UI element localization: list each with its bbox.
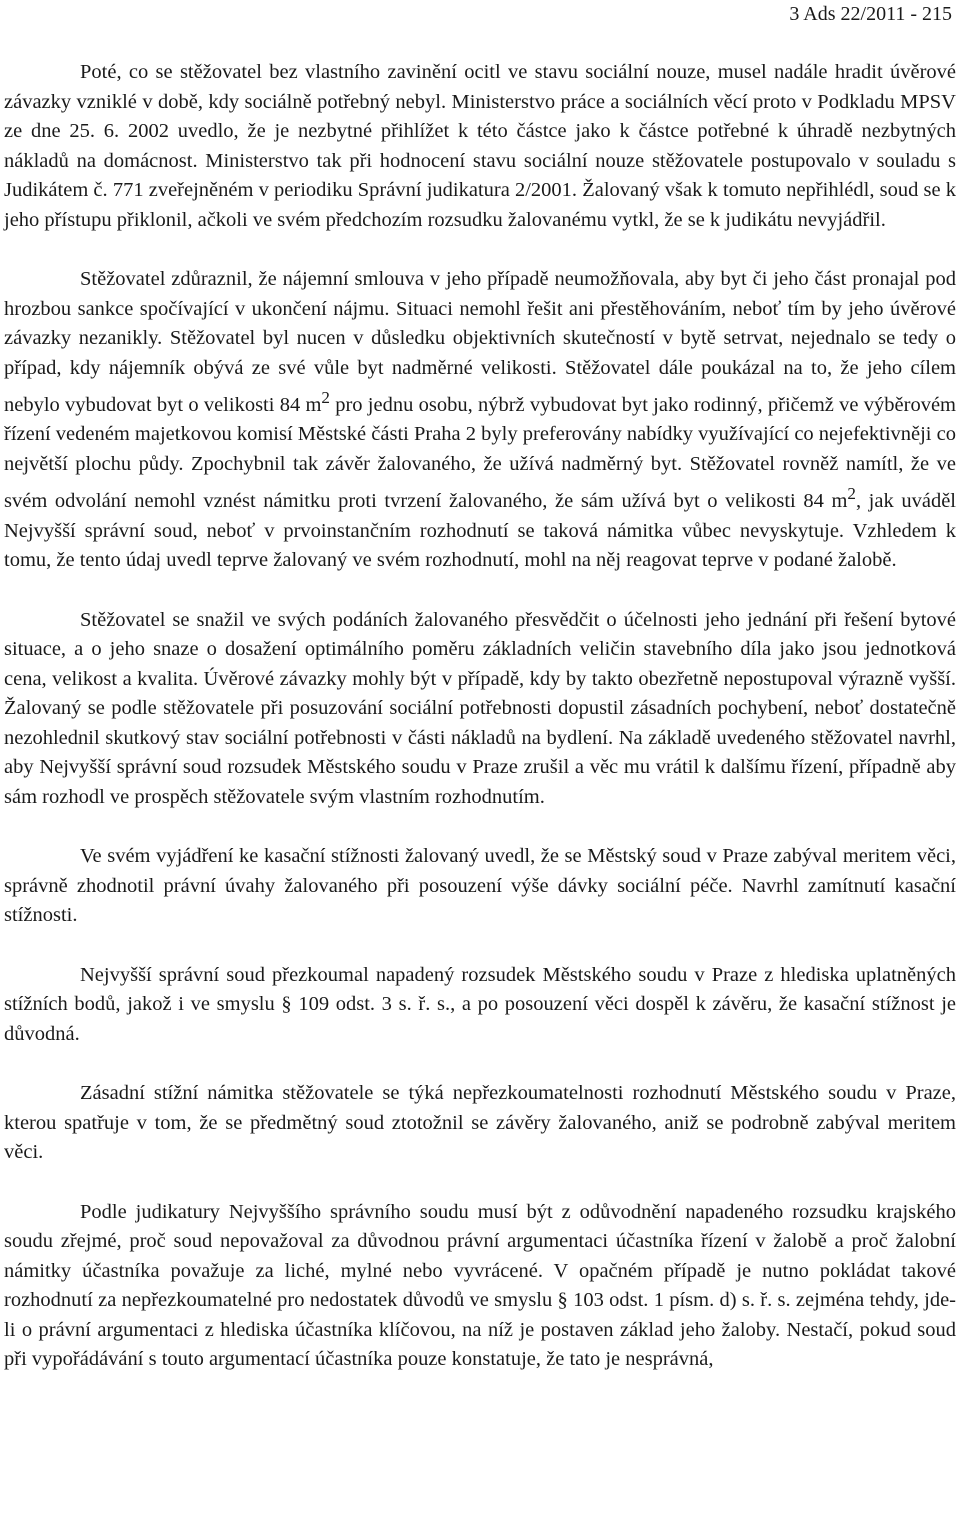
case-reference: 3 Ads 22/2011 - 215 bbox=[789, 3, 952, 25]
paragraph-text: pro jednu osobu, nýbrž vybudovat byt jako rodinný, přičemž ve výběrovém řízení vedeném majetkovou komisí Městské části Praha 2 byly preferovány nabídky využívající co nejefektivněji co největší plochu půdy. Zpochybnil tak závěr žalovaného, že užívá nadměrný byt. Stěžovatel rovněž namítl, že ve svém odvolání nemohl vznést námitku proti tvrzení žalovaného, že sám užívá byt o velikosti 84 m bbox=[4, 393, 956, 513]
paragraph-4 bbox=[4, 842, 956, 931]
paragraph-7 bbox=[4, 1198, 956, 1375]
paragraph-text: Poté, co se stěžovatel bez vlastního zavinění ocitl ve stavu sociální nouze, musel nadále hradit úvěrové závazky vzniklé v době, kdy sociálně potřebný nebyl. Ministerstvo práce a sociálních věcí proto v Podkladu MPSV ze dne 25. 6. 2002 uvedlo, že je nezbytné přihlížet k této částce jako k částce potřebné k úhradě nezbytných nákladů na domácnost. Ministerstvo tak při hodnocení stavu sociální nouze stěžovatele postupovalo v souladu s Judikátem č. 771 zveřejněném v periodiku Správní judikatura 2/2001. Žalovaný však k tomuto nepřihlédl, soud se k jeho přístupu přiklonil, ačkoli ve svém předchozím rozsudku žalovanému vytkl, že se k judikátu nevyjádřil. bbox=[4, 61, 956, 231]
paragraph-6 bbox=[4, 1079, 956, 1168]
superscript-exponent: 2 bbox=[847, 484, 856, 504]
paragraph-text: Podle judikatury Nejvyššího správního soudu musí být z odůvodnění napadeného rozsudku krajského soudu zřejmé, proč soud nepovažoval za důvodnou právní argumentaci účastníka řízení v žalobě a proč žalobní námitky účastníka považuje za liché, mylné nebo vyvrácené. V opačném případě je nutno pokládat takové rozhodnutí za nepřezkoumatelné pro nedostatek důvodů ve smyslu § 103 odst. 1 písm. d) s. ř. s. zejména tehdy, jde-li o právní argumentaci z hlediska účastníka klíčovou, na níž je postaven základ jeho žaloby. Nestačí, pokud soud při vypořádávání s touto argumentací účastníka pouze konstatuje, že tato je nesprávná, bbox=[4, 1200, 956, 1371]
paragraph-text: Nejvyšší správní soud přezkoumal napadený rozsudek Městského soudu v Praze z hlediska uplatněných stížních bodů, jakož i ve smyslu § 109 odst. 3 s. ř. s., a po posouzení věci dospěl k závěru, že kasační stížnost je důvodná. bbox=[4, 963, 956, 1045]
paragraph-5 bbox=[4, 961, 956, 1050]
paragraph-text: Zásadní stížní námitka stěžovatele se týká nepřezkoumatelnosti rozhodnutí Městského soudu v Praze, kterou spatřuje v tom, že se předmětný soud ztotožnil se závěry žalovaného, aniž se podrobně zabýval meritem věci. bbox=[4, 1082, 956, 1164]
paragraph-3 bbox=[4, 606, 956, 813]
paragraph-text: Ve svém vyjádření ke kasační stížnosti žalovaný uvedl, že se Městský soud v Praze zabýval meritem věci, správně zhodnotil právní úvahy žalovaného při posouzení výše dávky sociální péče. Navrhl zamítnutí kasační stížnosti. bbox=[4, 845, 956, 927]
document-body bbox=[4, 58, 956, 1375]
paragraph-1 bbox=[4, 58, 956, 235]
paragraph-text: Stěžovatel zdůraznil, že nájemní smlouva v jeho případě neumožňovala, aby byt či jeho část pronajal pod hrozbou sankce spočívající v ukončení nájmu. Situaci nemohl řešit ani přestěhováním, neboť tím by jeho úvěrové závazky nezanikly. Stěžovatel byl nucen v důsledku objektivních skutečností v bytě setrvat, nejednalo se tedy o případ, kdy nájemník obývá ze své vůle byt nadměrné velikosti. Stěžovatel dále poukázal na to, že jeho cílem nebylo vybudovat byt o velikosti 84 m bbox=[4, 268, 956, 416]
paragraph-text: , jak uváděl Nejvyšší správní soud, neboť v prvoinstančním rozhodnutí se taková námitka vůbec nevyskytuje. Vzhledem k tomu, že tento údaj uvedl teprve žalovaný ve svém rozhodnutí, mohl na něj reagovat teprve v podané žalobě. bbox=[4, 490, 956, 572]
paragraph-text: Stěžovatel se snažil ve svých podáních žalovaného přesvědčit o účelnosti jeho jednání při řešení bytové situace, a o jeho snaze o dosažení optimálního poměru základních veličin stavebního díla jako jsou jednotková cena, velikost a kvalita. Úvěrové závazky mohly být v případě, kdy by takto obezřetně nepostupoval výrazně vyšší. Žalovaný se podle stěžovatele při posuzování sociální potřebnosti dopustil zásadních pochybení, neboť dostatečně nezohlednil skutkový stav sociální potřebnosti v části nákladů na bydlení. Na základě uvedeného stěžovatel navrhl, aby Nejvyšší správní soud rozsudek Městského soudu v Praze zrušil a věc mu vrátil k dalšímu řízení, případně aby sám rozhodl ve prospěch stěžovatele svým vlastním rozhodnutím. bbox=[4, 608, 956, 808]
superscript-exponent: 2 bbox=[321, 388, 330, 407]
paragraph-2 bbox=[4, 265, 956, 576]
